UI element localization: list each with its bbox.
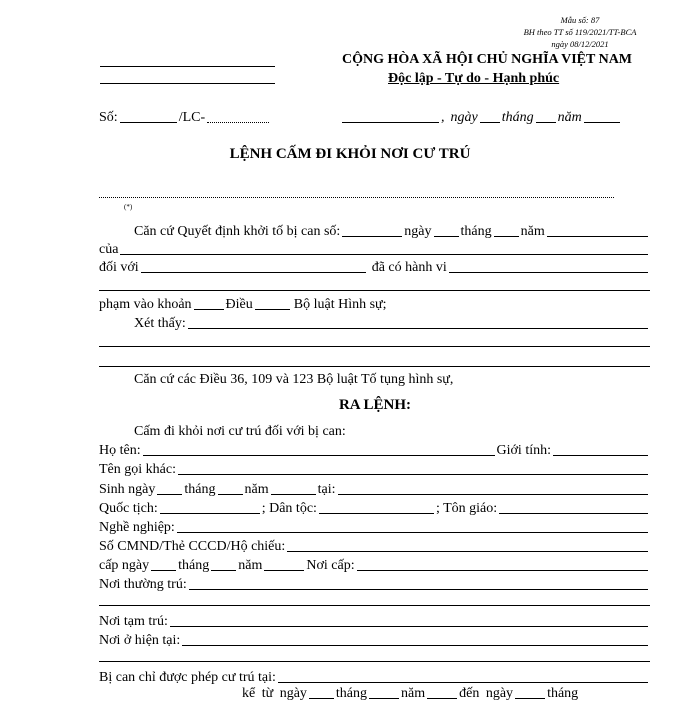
agency-line-2 xyxy=(100,83,275,84)
ten-goi-khac-row xyxy=(99,460,650,478)
birth-day-blank xyxy=(157,494,182,495)
xet-thay-blank xyxy=(188,328,648,329)
xet-thay-label: Xét thấy: xyxy=(134,316,186,331)
noi-cap-blank xyxy=(357,570,648,571)
dan-toc-label: ; Dân tộc: xyxy=(261,501,317,516)
date-thang: tháng xyxy=(501,110,534,125)
decision-row xyxy=(99,222,650,240)
from-thang: tháng xyxy=(335,686,368,701)
noi-thuong-tru-label: Nơi thường trú: xyxy=(99,577,187,592)
date-comma: , xyxy=(441,110,445,125)
cap-ngay-row xyxy=(99,556,650,574)
birth-month-blank xyxy=(218,494,243,495)
quoc-tich-label: Quốc tịch: xyxy=(99,501,158,516)
date-nam: năm xyxy=(557,110,582,125)
issue-nam: năm xyxy=(238,558,263,573)
decision-thang: tháng xyxy=(460,224,492,239)
issuer-line xyxy=(99,197,614,198)
doi-voi-label: đối với xyxy=(99,260,139,275)
dan-toc-blank xyxy=(319,513,434,514)
hanh-vi-label: đã có hành vi xyxy=(371,260,447,275)
birth-thang: tháng xyxy=(184,482,216,497)
cua-blank xyxy=(120,254,648,255)
form-reference xyxy=(505,14,655,50)
blhs-label: Bộ luật Hình sự; xyxy=(293,297,387,312)
birth-place-blank xyxy=(338,494,649,495)
birth-nam: năm xyxy=(244,482,269,497)
khoan-blank xyxy=(194,309,224,310)
ten-goi-khac-blank xyxy=(178,474,648,475)
quoc-tich-blank xyxy=(160,513,260,514)
cu-tru-tai-row xyxy=(99,668,650,686)
day-blank xyxy=(480,122,500,123)
thuong-tru-line-2 xyxy=(99,605,650,606)
decision-month-blank xyxy=(494,236,519,237)
agency-line-1 xyxy=(100,66,275,67)
noi-tam-tru-label: Nơi tạm trú: xyxy=(99,614,168,629)
lc-label: /LC- xyxy=(178,110,206,125)
nation-heading: CỘNG HÒA XÃ HỘI CHỦ NGHĨA VIỆT NAM xyxy=(342,52,633,67)
form-circular: BH theo TT số 119/2021/TT-BCA xyxy=(523,27,637,37)
cam-text: Cấm đi khỏi nơi cư trú đối với bị can: xyxy=(134,424,346,439)
lc-blank xyxy=(207,122,269,123)
quoc-tich-row xyxy=(99,499,650,517)
doi-voi-blank xyxy=(141,272,366,273)
noi-o-hien-tai-blank xyxy=(182,645,648,646)
noi-o-hien-tai-row xyxy=(99,631,650,649)
footnote-mark: (*) xyxy=(124,203,133,211)
issue-thang: tháng xyxy=(178,558,210,573)
from-nam: năm xyxy=(401,686,426,701)
so-blank xyxy=(120,122,177,123)
from-month-blank xyxy=(369,698,399,699)
cua-row xyxy=(99,240,650,258)
to-day-blank xyxy=(515,698,545,699)
can-cu-qd-label: Căn cứ Quyết định khởi tố bị can số: xyxy=(134,224,341,239)
ra-lenh-heading: RA LỆNH: xyxy=(338,397,412,413)
ho-ten-blank xyxy=(143,455,495,456)
to-thang: tháng xyxy=(547,686,579,701)
form-circular-date: ngày 08/12/2021 xyxy=(551,39,609,49)
from-day-blank xyxy=(309,698,334,699)
issue-month-blank xyxy=(211,570,236,571)
xet-thay-row xyxy=(99,314,650,332)
noi-thuong-tru-row xyxy=(99,575,650,593)
noi-o-hien-tai-label: Nơi ở hiện tại: xyxy=(99,633,181,648)
so-label: Số: xyxy=(99,110,118,125)
issue-year-blank xyxy=(264,570,304,571)
den-ngay-label: đến ngày xyxy=(459,686,514,701)
decision-ngay: ngày xyxy=(404,224,432,239)
bi-can-chi-label: Bị can chỉ được phép cư trú tại: xyxy=(99,670,276,685)
decision-nam: năm xyxy=(520,224,545,239)
ke-tu-ngay-label: kể từ ngày xyxy=(242,686,307,701)
doi-voi-row xyxy=(99,258,650,276)
from-year-blank xyxy=(427,698,457,699)
dieu-blank xyxy=(255,309,290,310)
ho-ten-label: Họ tên: xyxy=(99,443,141,458)
decision-day-blank xyxy=(434,236,459,237)
cua-label: của xyxy=(99,242,119,257)
hanh-vi-blank xyxy=(449,272,648,273)
sinh-ngay-label: Sinh ngày xyxy=(99,482,156,497)
decision-year-blank xyxy=(547,236,648,237)
document-title: LỆNH CẤM ĐI KHỎI NƠI CƯ TRÚ xyxy=(229,146,471,162)
tai-label: tại: xyxy=(317,482,336,497)
cap-ngay-label: cấp ngày xyxy=(99,558,150,573)
hanh-vi-continuation-line xyxy=(99,290,650,291)
motto-heading: Độc lập - Tự do - Hạnh phúc xyxy=(388,71,560,86)
dieu-label: Điều xyxy=(225,297,253,312)
ton-giao-blank xyxy=(499,513,648,514)
pham-vao-khoan-label: phạm vào khoản xyxy=(99,297,192,312)
noi-cap-label: Nơi cấp: xyxy=(306,558,355,573)
cu-tru-tai-blank xyxy=(278,682,648,683)
ten-goi-khac-label: Tên gọi khác: xyxy=(99,462,176,477)
place-date-line xyxy=(340,110,622,126)
ton-giao-label: ; Tôn giáo: xyxy=(435,501,498,516)
sinh-ngay-row xyxy=(99,480,650,498)
nghe-nghiep-label: Nghề nghiệp: xyxy=(99,520,175,535)
xet-thay-line-2 xyxy=(99,346,650,347)
pham-vao-row xyxy=(99,295,650,313)
year-blank xyxy=(584,122,620,123)
can-cu-dieu-text: Căn cứ các Điều 36, 109 và 123 Bộ luật Tố tụng hình sự, xyxy=(134,372,454,387)
birth-year-blank xyxy=(271,494,316,495)
noi-tam-tru-blank xyxy=(170,626,648,627)
gioi-tinh-label: Giới tính: xyxy=(496,443,551,458)
xet-thay-line-3 xyxy=(99,366,650,367)
month-blank xyxy=(536,122,556,123)
noi-tam-tru-row xyxy=(99,612,650,630)
hien-tai-line-2 xyxy=(99,661,650,662)
so-cmnd-row xyxy=(99,537,650,555)
decision-number-blank xyxy=(342,236,402,237)
form-number: Mẫu số: 87 xyxy=(560,15,600,25)
nghe-nghiep-row xyxy=(99,518,650,536)
place-blank xyxy=(342,122,439,123)
number-line xyxy=(99,110,271,126)
nghe-nghiep-blank xyxy=(177,532,648,533)
noi-thuong-tru-blank xyxy=(189,589,648,590)
ho-ten-row xyxy=(99,441,650,459)
gioi-tinh-blank xyxy=(553,455,648,456)
so-cmnd-label: Số CMND/Thẻ CCCD/Hộ chiếu: xyxy=(99,539,286,554)
issue-day-blank xyxy=(151,570,176,571)
date-ngay: ngày xyxy=(450,110,478,125)
so-cmnd-blank xyxy=(287,551,648,552)
